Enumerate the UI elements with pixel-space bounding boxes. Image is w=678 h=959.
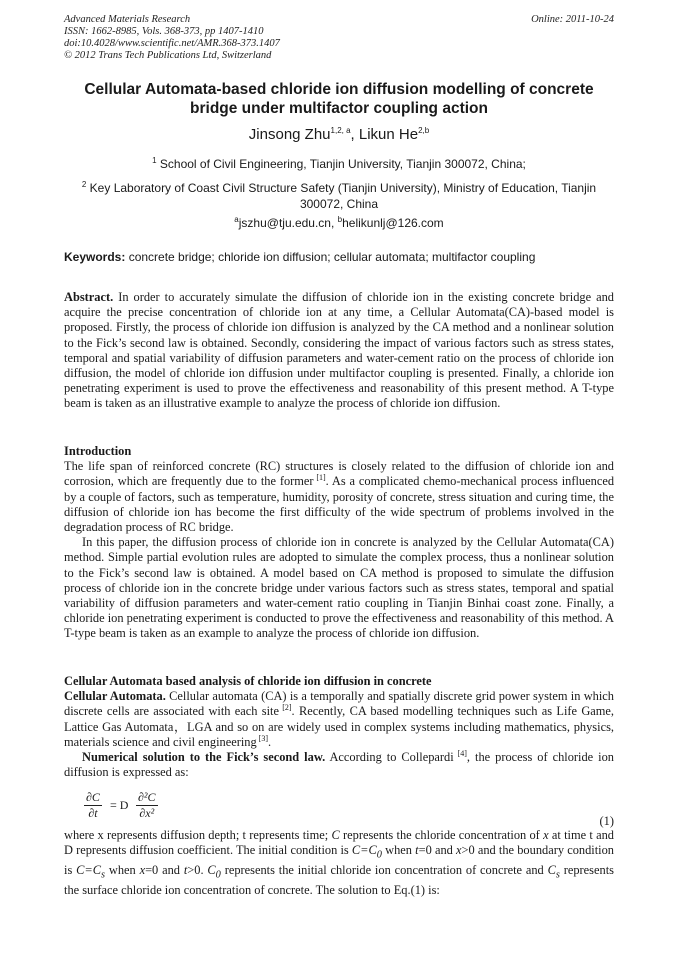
- text: when: [381, 843, 416, 858]
- email-sup: a: [234, 215, 239, 224]
- section-heading: Introduction: [64, 444, 132, 458]
- equation-numerator: ∂²C: [138, 790, 156, 804]
- text: represents the surface chloride ion concentration of concrete. The solution to Eq.(1) is:: [64, 862, 614, 897]
- text: =0 and: [145, 862, 184, 877]
- equation-lhs: [84, 790, 102, 821]
- email-link[interactable]: helikunlj@126.com: [342, 216, 444, 230]
- affiliation-2: [64, 180, 614, 212]
- equation-denominator: ∂x²: [139, 806, 155, 820]
- keywords: [64, 250, 614, 264]
- text: represents the chloride concentration of: [339, 828, 544, 842]
- symbol: C: [547, 862, 556, 877]
- email-sup: b: [337, 215, 343, 224]
- citation[interactable]: [1]: [313, 473, 326, 483]
- symbol: C=C: [351, 843, 377, 858]
- introduction: [64, 444, 614, 642]
- symbol: C: [207, 862, 216, 877]
- subscript: 0: [215, 869, 221, 881]
- abstract-text: In order to accurately simulate the diffusion of chloride ion in the existing concrete bridge and acquire the precise concentration of chloride ion at any time, a Cellular Automata(CA)-based model is proposed. Firstly, the process of chloride ion diffusion is analyzed by the CA method and a nonlinear solution to the Fick’s second law is obtained. Secondly, considering the impact of various factors such as stress states, temporal and spatial variability of diffusion parameters and water-cement ratio on the process of chloride ion diffusion, the model of chloride ion diffusion under multifactor coupling is presented. Finally, a chloride ion penetrating experiment is used to prove the effectiveness and reasonability of this present method. A T-type beam is taken as an illustrative example to analyze the process of chloride ion diffusion.: [64, 290, 614, 411]
- punctuation: .: [268, 734, 272, 749]
- equation-equals: = D: [110, 798, 129, 812]
- citation[interactable]: [3]: [256, 733, 268, 743]
- text: where x represents diffusion depth; t represents time;: [64, 828, 332, 842]
- copyright-line: © 2012 Trans Tech Publications Ltd, Switzerland: [64, 50, 272, 61]
- affil-text: Key Laboratory of Coast Civil Structure Safety (Tianjin University), Ministry of Education, Tianjin 300072, China: [86, 181, 597, 211]
- equation-explanation: [64, 828, 614, 898]
- subscript: s: [101, 869, 106, 881]
- keywords-label: Keywords:: [64, 250, 126, 264]
- symbol: x: [543, 828, 549, 842]
- section-ca-analysis: [64, 674, 614, 780]
- subsection-label: Numerical solution to the Fick’s second law.: [82, 750, 326, 765]
- doi-line[interactable]: doi:10.4028/www.scientific.net/AMR.368-373.1407: [64, 38, 280, 49]
- paragraph-text: In this paper, the diffusion process of chloride ion in concrete is analyzed by the Cellular Automata(CA) method. Simple partial evolution rules are adopted to simulate the complex process, thus a nonlinear solution to the Fick’s second law is obtained. A model based on CA method is proposed to simulate the diffusion process of chloride ion in the concrete bridge under various factors such as stress states, temporal and spatial variability of diffusion parameters and water-cement ratio coupling in Tianjin Binhai coast zone. Finally, a chloride ion penetrating experiment is conducted to prove the effectiveness and reasonability of this method. A T-type beam is taken as an example to analyze the process of chloride ion diffusion.: [64, 535, 614, 641]
- subscript: s: [555, 869, 560, 881]
- symbol: t: [183, 862, 188, 877]
- affil-sup: 2: [81, 180, 87, 189]
- issn-line: ISSN: 1662-8985, Vols. 368-373, pp 1407-1410: [64, 26, 264, 37]
- email-link[interactable]: jszhu@tju.edu.cn,: [238, 216, 338, 230]
- paragraph-text: Cellular automata (CA) is a temporally and spatially discrete grid power system in which discrete cells are associated with each site: [64, 689, 614, 719]
- text: represents the initial chloride ion concentration of concrete and: [220, 862, 548, 877]
- equation-numerator: ∂C: [86, 790, 100, 804]
- author-emails: [64, 215, 614, 231]
- paragraph-text: The life span of reinforced concrete (RC) structures is closely related to the diffusion of chloride ion and corrosion, which are frequently due to the former: [64, 459, 614, 489]
- paragraph-text: , the process of chloride ion diffusion is expressed as:: [64, 750, 614, 780]
- equation-number: (1): [599, 814, 614, 828]
- symbol: C: [331, 828, 340, 842]
- author-separator: ,: [350, 126, 359, 143]
- affil-sup: 1: [152, 156, 157, 165]
- symbol: x: [139, 862, 146, 877]
- paragraph-text: According to Collepardi: [325, 750, 454, 765]
- author-affil-sup: 2,b: [418, 126, 430, 135]
- text: when: [105, 862, 140, 877]
- paragraph-text: . As a complicated chemo-mechanical process influenced by a couple of factors, such as temperature, humidity, porosity of concrete, stress situation and curing time, the diffusion of chloride ion has become the first difficulty of the wide spectrum of problems involved in the degradation process of RC bridge.: [64, 474, 615, 535]
- text: >0.: [187, 862, 208, 877]
- text: at time t and D represents diffusion coefficient. The initial condition is: [64, 828, 614, 858]
- keywords-text: concrete bridge; chloride ion diffusion; cellular automata; multifactor coupling: [125, 250, 536, 264]
- abstract-label: Abstract.: [64, 290, 114, 304]
- author-line: [64, 126, 614, 143]
- symbol: x: [456, 843, 462, 858]
- online-date: Online: 2011-10-24: [531, 14, 614, 25]
- equation-1: [84, 788, 614, 828]
- author-affil-sup: 1,2, a: [330, 126, 351, 135]
- citation[interactable]: [4]: [453, 748, 467, 758]
- equation-rhs: [136, 790, 158, 821]
- subsection-label: Cellular Automata.: [64, 689, 166, 704]
- equation-denominator: ∂t: [88, 806, 98, 820]
- paragraph: [64, 689, 614, 750]
- paragraph: [64, 750, 614, 780]
- text: >0 and the boundary condition is: [64, 843, 614, 877]
- author-name: Likun He: [358, 126, 419, 143]
- affil-text: School of Civil Engineering, Tianjin University, Tianjin 300072, China;: [156, 157, 526, 171]
- symbol: t: [415, 843, 419, 858]
- journal-header: [64, 14, 280, 62]
- citation[interactable]: [2]: [279, 703, 292, 713]
- text: =0 and: [418, 843, 457, 858]
- symbol: C=C: [76, 862, 101, 877]
- paragraph: [64, 459, 614, 535]
- paragraph-text: . Recently, CA based modelling techniques such as Life Game, Lattice Gas Automata，LGA and so on are widely used in complex systems including mathematics, physics, materials science and civil engineering: [64, 704, 615, 749]
- paper-title: Cellular Automata-based chloride ion diffusion modelling of concrete bridge under multifactor coupling action: [84, 81, 594, 117]
- abstract: [64, 290, 614, 412]
- affiliation-1: [64, 156, 614, 172]
- subscript: 0: [376, 849, 382, 861]
- section-heading: Cellular Automata based analysis of chloride ion diffusion in concrete: [64, 674, 432, 688]
- journal-name: Advanced Materials Research: [64, 14, 191, 25]
- author-name: Jinsong Zhu: [248, 126, 331, 143]
